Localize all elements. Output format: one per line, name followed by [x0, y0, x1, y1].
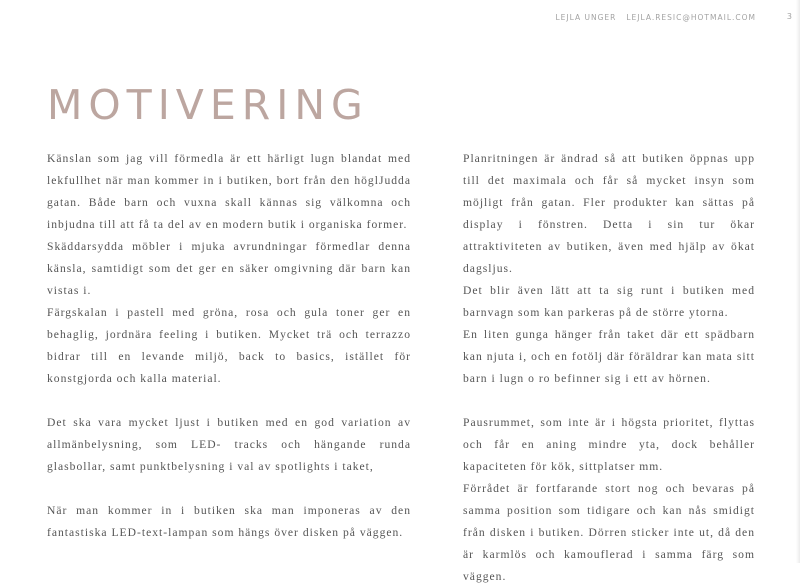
- header-author: LEJLA UNGER: [555, 13, 617, 22]
- paragraph-storage: Förrådet är fortfarande stort nog och bevaras på samma position som tidigare och kan nås smidigt från disken i butiken. Dörren sticker inte ut, då den är karmlös och kamouflerad i samma färg som väggen.: [463, 482, 755, 583]
- paragraph-floor-plan: Planritningen är ändrad så att butiken öppnas upp till det maximala och får så mycket insyn som möjligt från gatan. Fler produkter kan sättas på display i fönstren. Detta i sin tur ökar attraktiviteten av butiken, även med hjälp av ökat dagsljus.: [463, 152, 755, 275]
- paragraph-swing: En liten gunga hänger från taket där ett spädbarn kan njuta i, och en fotölj där föräldrar kan mata sitt barn i lugn o ro befinner sig i ett av hörnen.: [463, 328, 755, 385]
- paragraph-led-lamp: När man kommer in i butiken ska man imponeras av den fantastiska LED-text-lampan som hängs över disken på väggen.: [47, 504, 411, 539]
- left-text-column: [47, 148, 411, 540]
- paragraph-feeling: Känslan som jag vill förmedla är ett härligt lugn blandat med lekfullhet när man kommer in i butiken, bort från den höglJudda gatan. Både barn och vuxna skall kännas sig välkomna och inbjudna till att få ta del av en modern butik i organiska former.: [47, 152, 411, 231]
- page-header: [556, 13, 757, 22]
- right-text-column: [463, 148, 755, 588]
- page-number: 3: [786, 12, 792, 21]
- page-edge-shadow: [796, 0, 800, 563]
- paragraph-stroller: Det blir även lätt att ta sig runt i butiken med barnvagn som kan parkeras på de större ytorna.: [463, 284, 755, 319]
- paragraph-break-room: Pausrummet, som inte är i högsta prioritet, flyttas och får en aning mindre yta, dock behåller kapaciteten för kök, sittplatser mm.: [463, 416, 755, 473]
- header-email: LEJLA.RESIC@HOTMAIL.COM: [626, 13, 756, 22]
- paragraph-colors: Färgskalan i pastell med gröna, rosa och gula toner ger en behaglig, jordnära feeling i butiken. Mycket trä och terrazzo bidrar till en levande miljö, back to basics, istället för konstgjorda och kalla material.: [47, 306, 411, 385]
- page-title: MOTIVERING: [47, 81, 369, 129]
- paragraph-lighting: Det ska vara mycket ljust i butiken med en god variation av allmänbelysning, som LED- tracks och hängande runda glasbollar, samt punktbelysning i val av spotlights i taket,: [47, 416, 411, 473]
- paragraph-furniture: Skäddarsydda möbler i mjuka avrundningar förmedlar denna känsla, samtidigt som det ger en säker omgivning där barn kan vistas i.: [47, 240, 411, 297]
